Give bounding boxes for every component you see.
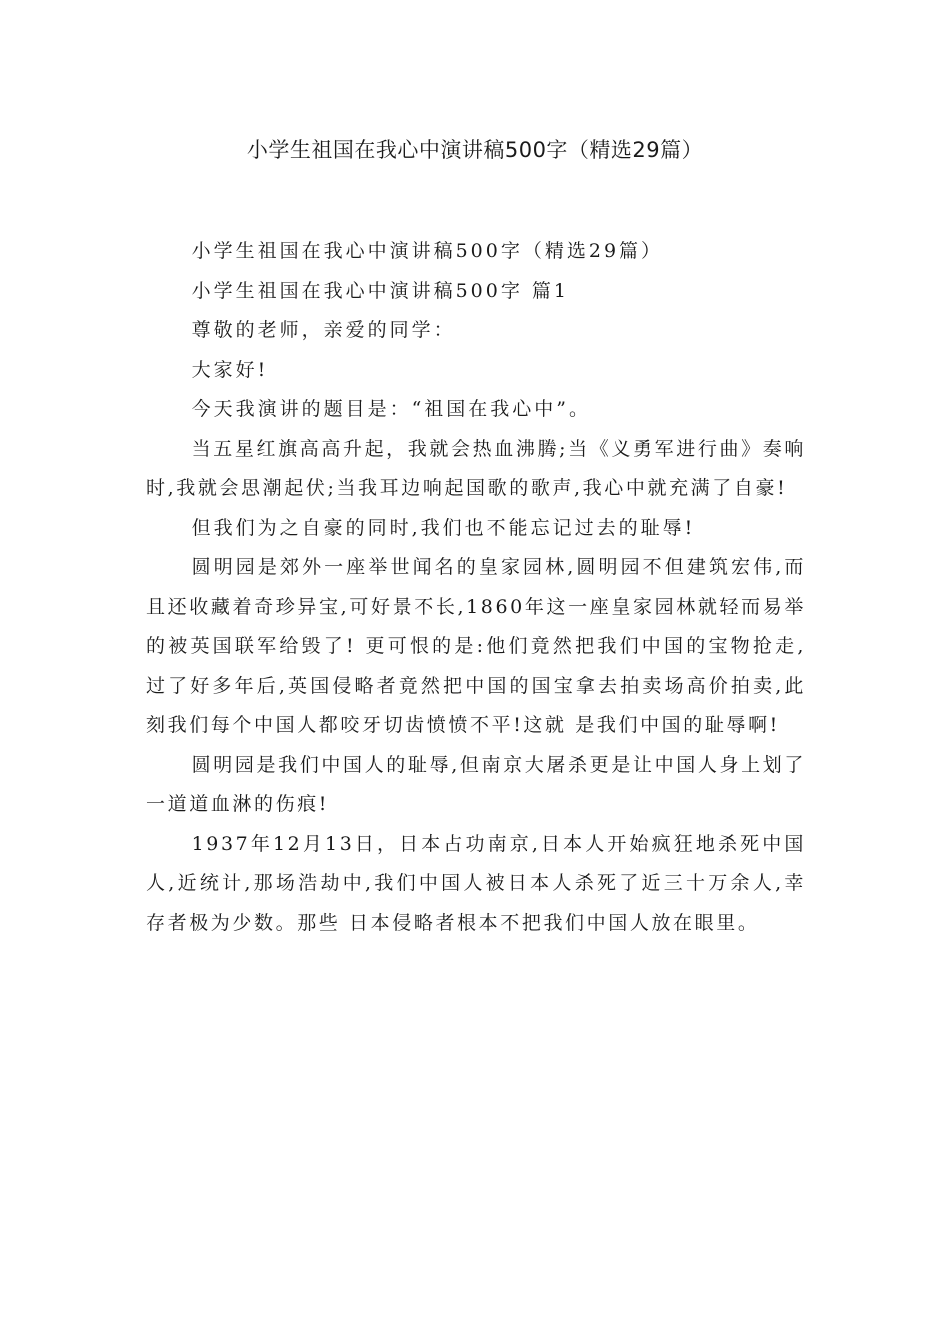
paragraph-salutation: 尊敬的老师，亲爱的同学： [191, 319, 456, 341]
paragraph-yuanmingyuan: 圆明园是郊外一座举世闻名的皇家园林,圆明园不但建筑宏伟,而且还收藏着奇珍异宝,可好景不长,1860年这一座皇家园林就轻而易举的被英国联军给毁了! 更可恨的是:他们竟然把我们中国的宝物抢走,过了好多年后,英国侵略者竟然把中国的国宝拿去拍卖场高价拍卖,此刻我们每个中国人都咬牙切齿愤愤不平!这就 是我们中国的耻辱啊! [146, 556, 806, 736]
document-body [146, 232, 806, 943]
paragraph-greeting: 大家好! [191, 358, 269, 381]
paragraph-1937: 1937年12月13日，日本占功南京,日本人开始疯狂地杀死中国人,近统计,那场浩劫中,我们中国人被日本人杀死了近三十万余人,幸存者极为少数。那些 日本侵略者根本不把我们中国人放在眼里。 [146, 832, 806, 934]
paragraph-subtitle: 小学生祖国在我心中演讲稿500字（精选29篇） [191, 240, 664, 262]
paragraph-topic: 今天我演讲的题目是：“祖国在我心中”。 [191, 398, 592, 420]
paragraph-flag: 当五星红旗高高升起，我就会热血沸腾;当《义勇军进行曲》奏响时,我就会思潮起伏;当我耳边响起国歌的歌声,我心中就充满了自豪! [146, 437, 806, 499]
document-title: 小学生祖国在我心中演讲稿500字（精选29篇） [246, 138, 704, 162]
paragraph-nanjing: 圆明园是我们中国人的耻辱,但南京大屠杀更是让中国人身上划了一道道血淋的伤痕! [146, 753, 806, 815]
paragraph-section-heading: 小学生祖国在我心中演讲稿500字 篇1 [191, 279, 569, 302]
paragraph-humiliation: 但我们为之自豪的同时,我们也不能忘记过去的耻辱! [191, 516, 696, 539]
